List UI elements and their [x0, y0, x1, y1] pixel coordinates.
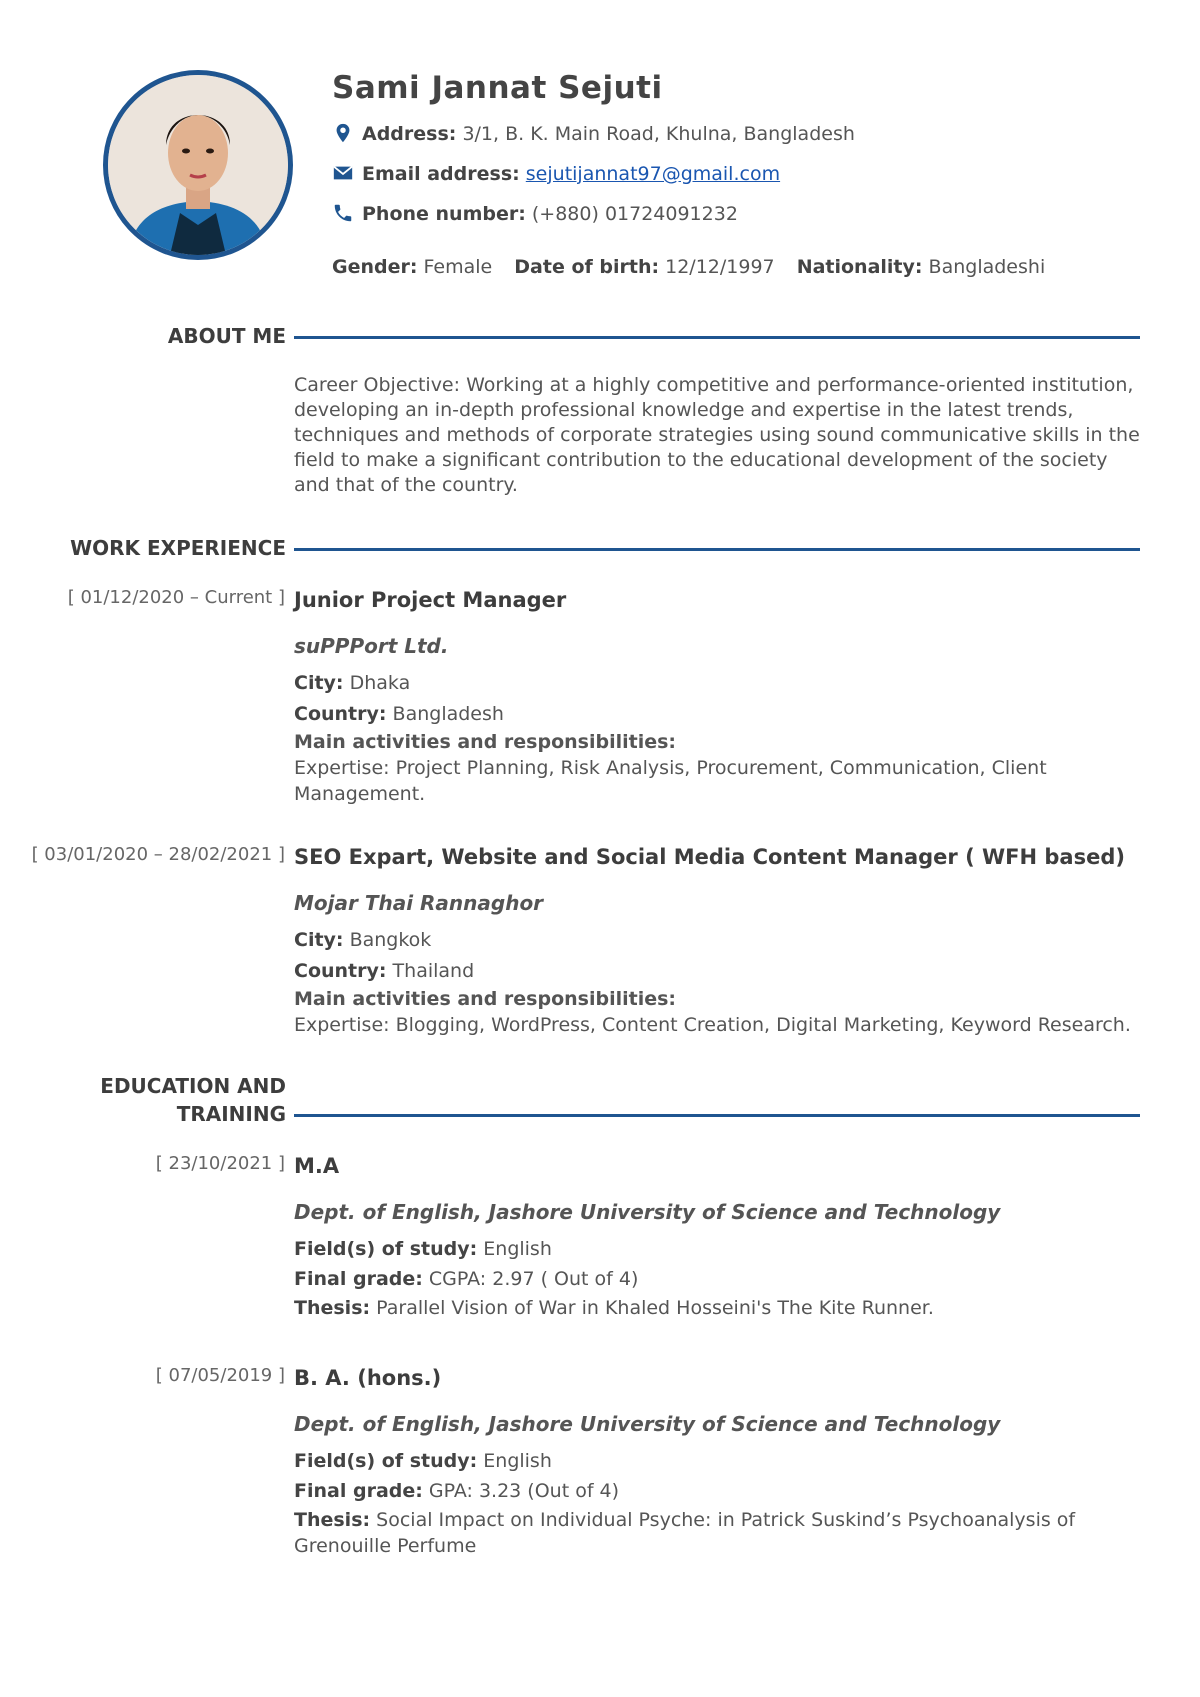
address-value: 3/1, B. K. Main Road, Khulna, Bangladesh: [462, 123, 855, 145]
education-title-line-1: EDUCATION AND: [100, 1074, 286, 1098]
city-label: City:: [294, 672, 344, 694]
work-entry-1-country: [294, 703, 504, 725]
location-pin-icon: [332, 122, 354, 144]
education-entry-1-thesis: [294, 1297, 934, 1319]
nationality-value: Bangladeshi: [928, 256, 1046, 278]
nationality-item: [797, 256, 1046, 278]
email-label: Email address:: [362, 163, 520, 185]
work-entry-2-role: SEO Expart, Website and Social Media Content Manager ( WFH based): [294, 845, 1125, 869]
work-entry-2-org: Mojar Thai Rannaghor: [294, 891, 544, 915]
work-entry-1-org: suPPPort Ltd.: [294, 634, 449, 658]
field-of-study-value: English: [483, 1450, 552, 1472]
education-entry-2-org: Dept. of English, Jashore University of Science and Technology: [294, 1412, 1001, 1436]
thesis-value: Parallel Vision of War in Khaled Hosseini's The Kite Runner.: [376, 1297, 934, 1319]
thesis-value: Social Impact on Individual Psyche: in Patrick Suskind’s Psychoanalysis of Grenouille Perfume: [294, 1509, 1076, 1557]
envelope-icon: [332, 162, 354, 184]
email-row: [332, 162, 780, 185]
candidate-name: Sami Jannat Sejuti: [332, 70, 663, 106]
portrait-image: [108, 75, 288, 255]
gender-label: Gender:: [332, 256, 418, 278]
thesis-label: Thesis:: [294, 1509, 371, 1531]
country-value: Bangladesh: [392, 703, 504, 725]
profile-photo: [103, 70, 293, 260]
work-section-title: WORK EXPERIENCE: [70, 536, 286, 560]
education-section-rule: [294, 1114, 1140, 1117]
education-entry-1-grade: [294, 1268, 638, 1290]
address-label: Address:: [362, 123, 457, 145]
gender-value: Female: [423, 256, 493, 278]
phone-value: (+880) 01724091232: [531, 203, 738, 225]
work-entry-1-resp-label: Main activities and responsibilities:: [294, 731, 677, 753]
education-title-line-2: TRAINING: [176, 1102, 286, 1126]
city-value: Dhaka: [349, 672, 411, 694]
phone-icon: [332, 202, 354, 224]
work-section-rule: [294, 548, 1140, 551]
final-grade-label: Final grade:: [294, 1268, 423, 1290]
work-entry-2-country: [294, 960, 474, 982]
work-entry-2-city: [294, 929, 431, 951]
about-section-rule: [294, 336, 1140, 339]
work-entry-1-role: Junior Project Manager: [294, 588, 567, 612]
work-entry-1-city: [294, 672, 410, 694]
country-label: Country:: [294, 960, 387, 982]
education-entry-2-grade: [294, 1480, 619, 1502]
education-entry-1-date: [ 23/10/2021 ]: [155, 1153, 285, 1174]
education-entry-1-degree: M.A: [294, 1154, 340, 1178]
work-entry-2-resp-label: Main activities and responsibilities:: [294, 988, 677, 1010]
city-label: City:: [294, 929, 344, 951]
country-label: Country:: [294, 703, 387, 725]
email-link[interactable]: sejutijannat97@gmail.com: [525, 163, 781, 185]
city-value: Bangkok: [349, 929, 432, 951]
work-entry-2-resp: Expertise: Blogging, WordPress, Content Creation, Digital Marketing, Keyword Research.: [294, 1014, 1131, 1036]
work-entry-1-date: [ 01/12/2020 – Current ]: [67, 587, 285, 608]
education-section-title: [100, 1072, 286, 1128]
work-entry-1-resp: Expertise: Project Planning, Risk Analysis, Procurement, Communication, Client Management.: [294, 757, 1047, 805]
dob-item: [514, 256, 774, 278]
phone-label: Phone number:: [362, 203, 526, 225]
final-grade-value: CGPA: 2.97 ( Out of 4): [428, 1268, 639, 1290]
thesis-label: Thesis:: [294, 1297, 371, 1319]
field-of-study-label: Field(s) of study:: [294, 1238, 478, 1260]
country-value: Thailand: [392, 960, 475, 982]
nationality-label: Nationality:: [796, 256, 923, 278]
education-entry-2-degree: B. A. (hons.): [294, 1366, 442, 1390]
final-grade-label: Final grade:: [294, 1480, 423, 1502]
education-entry-2-date: [ 07/05/2019 ]: [155, 1365, 285, 1386]
career-objective-text: Career Objective: Working at a highly competitive and performance-oriented institution, developing an in-depth professional knowledge and expertise in the latest trends, techniques and methods of corporate strategies using sound communicative skills in the field to make a significant contribution to the educational development of the society and that of the country.: [294, 374, 1140, 496]
education-entry-2-thesis: [294, 1507, 1144, 1559]
dob-value: 12/12/1997: [665, 256, 775, 278]
field-of-study-value: English: [483, 1238, 552, 1260]
education-entry-1-org: Dept. of English, Jashore University of Science and Technology: [294, 1200, 1001, 1224]
personal-details-row: [332, 256, 1061, 278]
final-grade-value: GPA: 3.23 (Out of 4): [428, 1480, 620, 1502]
education-entry-1-field: [294, 1238, 552, 1260]
about-section-title: ABOUT ME: [167, 324, 286, 348]
education-entry-2-field: [294, 1450, 552, 1472]
work-entry-2-date: [ 03/01/2020 – 28/02/2021 ]: [31, 844, 285, 865]
address-row: [332, 122, 855, 145]
dob-label: Date of birth:: [514, 256, 660, 278]
gender-item: [332, 256, 492, 278]
phone-row: [332, 202, 738, 225]
field-of-study-label: Field(s) of study:: [294, 1450, 478, 1472]
